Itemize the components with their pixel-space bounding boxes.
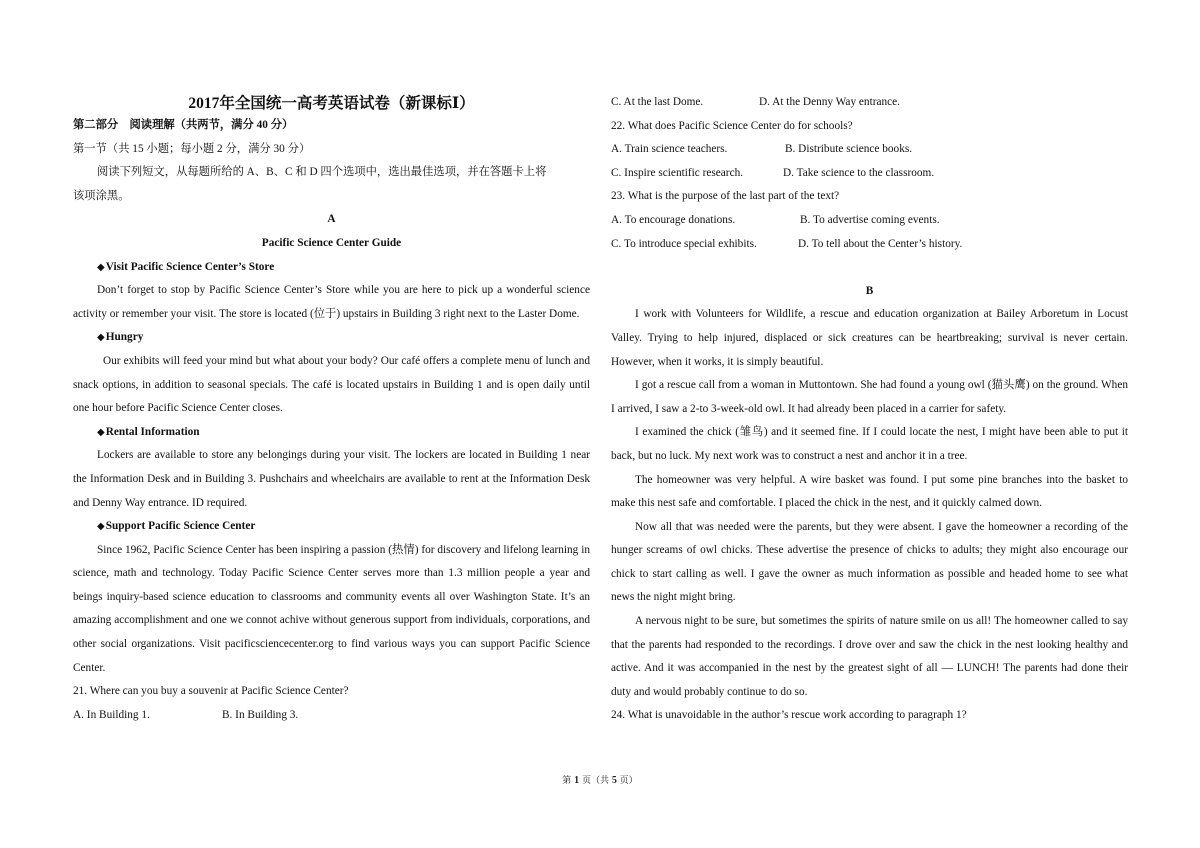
question-22-options-row-2	[611, 162, 1128, 186]
option-22-b: B. Distribute science books.	[785, 143, 913, 156]
page-footer	[0, 773, 1200, 786]
question-21: 21. Where can you buy a souvenir at Pacific Science Center?	[73, 685, 349, 698]
hungry-heading-text: Hungry	[105, 331, 144, 344]
store-heading	[73, 256, 590, 280]
footer-total-pages: 5	[611, 775, 617, 786]
footer-page-number: 1	[574, 775, 580, 786]
footer-suffix: 页）	[619, 776, 638, 786]
passage-b-letter: B	[865, 284, 874, 297]
hungry-heading	[73, 326, 590, 350]
footer-prefix: 第	[562, 776, 572, 786]
page-title: 2017年全国统一高考英语试卷（新课标Ⅰ）	[188, 95, 475, 112]
option-23-a: A. To encourage donations.	[611, 213, 736, 226]
question-21-options-row-2	[611, 91, 1128, 115]
passage-b-paragraph-2: I got a rescue call from a woman in Muttontown. She had found a young owl (猫头鹰) on the ground. When I arrived, I saw a 2-to 3-week-old owl. It had already been placed in a carrier for safety.	[611, 379, 1128, 415]
store-heading-text: Visit Pacific Science Center’s Store	[105, 260, 275, 273]
option-21-a: A. In Building 1.	[73, 708, 150, 721]
passage-b-paragraph-5: Now all that was needed were the parents, but they were absent. I gave the homeowner a recording of the hunger screams of owl chicks. These advertise the presence of chicks to adults; they might also encourage our chick to start calling as well. I gave the owner as much information as possible and headed home to see what news the night might bring.	[611, 520, 1128, 604]
option-21-b: B. In Building 3.	[222, 708, 299, 721]
part-header: 第二部分 阅读理解（共两节，满分 40 分）	[73, 119, 294, 131]
left-column	[73, 91, 590, 727]
question-21-options-row-1	[73, 704, 590, 728]
option-21-c: C. At the last Dome.	[611, 96, 704, 108]
passage-b-paragraph-4: The homeowner was very helpful. A wire basket was found. I put some pine branches into the basket to make this nest safe and comfortable. I placed the chick in the nest, and it quickly calmed down.	[611, 473, 1128, 510]
passage-b-paragraph-1: I work with Volunteers for Wildlife, a rescue and education organization at Bailey Arboretum in Locust Valley. Trying to help injured, displaced or sick creatures can be heartbreaking; survival is never certain. However, when it works, it is simply beautiful.	[611, 308, 1128, 368]
option-23-c: C. To introduce special exhibits.	[611, 237, 757, 250]
right-column	[611, 91, 1128, 728]
question-22: 22. What does Pacific Science Center do for schools?	[611, 119, 853, 132]
passage-b-paragraph-3: I examined the chick (雏鸟) and it seemed fine. If I could locate the nest, I might have been able to put it back, but no luck. My next work was to construct a nest and anchor it in a tree.	[611, 426, 1128, 462]
support-heading-text: Support Pacific Science Center	[105, 520, 256, 533]
option-23-b: B. To advertise coming events.	[800, 213, 940, 226]
question-22-options-row-1	[611, 138, 1128, 162]
diamond-bullet-icon: ◆	[97, 426, 105, 438]
support-heading	[73, 515, 590, 539]
diamond-bullet-icon: ◆	[97, 261, 105, 273]
rental-paragraph: Lockers are available to store any belongings during your visit. The lockers are located in Building 1 near the Information Desk and in Building 3. Pushchairs and wheelchairs are available to rent at the Information Desk and Denny Way entrance. ID required.	[73, 449, 590, 509]
option-22-d: D. Take science to the classroom.	[783, 166, 935, 179]
hungry-paragraph: Our exhibits will feed your mind but what about your body? Our café offers a complete menu of lunch and snack options, in addition to seasonal specials. The café is located upstairs in Building 1 and is open daily until one hour before Pacific Science Center closes.	[73, 354, 590, 415]
rental-heading-text: Rental Information	[105, 425, 200, 438]
passage-a-title: Pacific Science Center Guide	[261, 236, 402, 249]
option-21-d: D. At the Denny Way entrance.	[759, 96, 900, 108]
instructions-line-1: 阅读下列短文，从每题所给的 A、B、C 和 D 四个选项中，选出最佳选项，并在答题卡上将	[97, 166, 547, 179]
instructions-line-2: 该项涂黑。	[73, 189, 130, 202]
diamond-bullet-icon: ◆	[97, 521, 105, 533]
question-23-options-row-1	[611, 209, 1128, 233]
spacer	[611, 256, 1128, 280]
support-paragraph: Since 1962, Pacific Science Center has been inspiring a passion (热情) for discovery and lifelong learning in science, math and technology. Today Pacific Science Center serves more than 1.3 million people a year and beings inquiry-based science education to classrooms and community events all over Washington State. It’s an amazing accomplishment and one we connot achive without generous support from individuals, corporations, and other social organizations. Visit pacificsciencecenter.org to find various ways you can support Pacific Science Center.	[73, 543, 590, 674]
option-23-d: D. To tell about the Center’s history.	[798, 237, 963, 250]
option-22-a: A. Train science teachers.	[611, 143, 728, 156]
rental-heading	[73, 421, 590, 445]
passage-a-letter: A	[327, 213, 336, 226]
footer-middle: 页（共	[581, 776, 609, 786]
option-22-c: C. Inspire scientific research.	[611, 166, 744, 179]
diamond-bullet-icon: ◆	[97, 332, 105, 344]
store-paragraph: Don’t forget to stop by Pacific Science Center’s Store while you are here to pick up a wonderful science activity or remember your visit. The store is located (位于) upstairs in Building 3 right next to the Laster Dome.	[73, 284, 590, 320]
section-header: 第一节（共 15 小题；每小题 2 分，满分 30 分）	[73, 142, 311, 155]
question-23-options-row-2	[611, 233, 1128, 257]
question-24: 24. What is unavoidable in the author’s rescue work according to paragraph 1?	[611, 709, 967, 722]
question-23: 23. What is the purpose of the last part of the text?	[611, 190, 840, 203]
passage-b-paragraph-6: A nervous night to be sure, but sometimes the spirits of nature smile on us all! The homeowner called to say that the parents had responded to the recordings. I drove over and saw the chick in the nest looking healthy and active. And it was accompanied in the nest by the greatest sight of all — LUNCH! The parents had done their duty and would probably continue to do so.	[611, 615, 1128, 698]
